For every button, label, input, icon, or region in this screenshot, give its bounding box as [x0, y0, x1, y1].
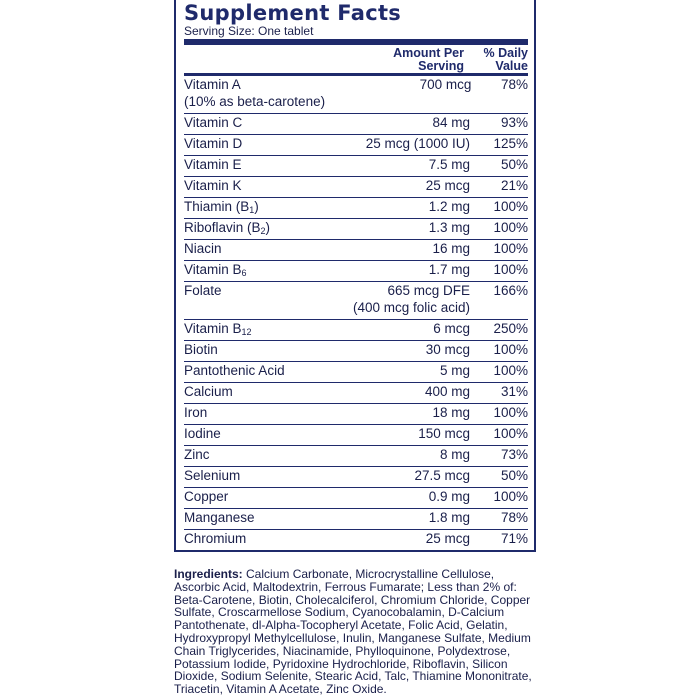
nutrient-daily-value: 50% — [500, 468, 528, 483]
nutrient-name: Zinc — [184, 447, 210, 462]
nutrient-name: Iodine — [184, 426, 221, 441]
nutrient-daily-value: 31% — [500, 384, 528, 399]
nutrient-daily-value: 78% — [500, 510, 528, 525]
nutrient-daily-value: 50% — [500, 157, 528, 172]
nutrient-row — [184, 383, 528, 404]
nutrient-row — [184, 76, 528, 114]
nutrient-row — [184, 177, 528, 198]
nutrient-amount: 400 mg — [424, 384, 470, 399]
daily-value-header: % Daily Value — [483, 46, 528, 73]
nutrient-row — [184, 114, 528, 135]
nutrient-name: Niacin — [184, 241, 222, 256]
nutrient-amount: 27.5 mcg — [414, 468, 470, 483]
nutrient-daily-value: 73% — [500, 447, 528, 462]
nutrient-row — [184, 509, 528, 530]
nutrient-row — [184, 198, 528, 219]
nutrient-row — [184, 320, 528, 341]
nutrient-amount: 700 mcg — [419, 77, 472, 92]
nutrient-amount: 1.8 mg — [428, 510, 470, 525]
nutrient-subscript: 2 — [260, 226, 266, 236]
nutrient-daily-value: 125% — [493, 136, 528, 151]
nutrient-daily-value: 100% — [493, 342, 528, 357]
nutrient-daily-value: 100% — [493, 405, 528, 420]
nutrient-amount: 84 mg — [432, 115, 470, 130]
nutrient-amount: 665 mcg DFE (400 mcg folic acid) — [320, 282, 470, 319]
nutrient-name: Folate — [184, 283, 222, 298]
nutrient-name: Vitamin A (10% as beta-carotene) — [184, 77, 326, 109]
nutrient-row — [184, 135, 528, 156]
nutrient-row — [184, 446, 528, 467]
panel-title: Supplement Facts — [184, 1, 402, 25]
nutrient-name: Chromium — [184, 531, 247, 546]
nutrient-amount: 16 mg — [432, 241, 470, 256]
nutrient-daily-value: 100% — [493, 220, 528, 235]
nutrient-amount: 25 mcg (1000 IU) — [365, 136, 470, 151]
nutrient-row — [184, 341, 528, 362]
nutrient-name: Calcium — [184, 384, 233, 399]
nutrient-name: Thiamin $(B_1)$ — [184, 199, 259, 215]
nutrient-amount: 1.2 mg — [428, 199, 470, 214]
column-headers — [184, 45, 528, 73]
nutrient-name: Vitamin E — [184, 157, 242, 172]
nutrient-row — [184, 261, 528, 282]
nutrient-amount: 150 mcg — [418, 426, 470, 441]
nutrient-name: Vitamin D — [184, 136, 243, 151]
ingredients-block — [174, 568, 536, 696]
nutrient-row — [184, 219, 528, 240]
supplement-facts-panel — [174, 0, 536, 552]
nutrient-daily-value: 21% — [500, 178, 528, 193]
nutrient-subscript: 1 — [249, 205, 255, 215]
nutrient-amount: 18 mg — [432, 405, 470, 420]
amount-note: (400 mcg folic acid) — [352, 300, 470, 315]
ingredients-text: Calcium Carbonate, Microcrystalline Cellulose, Ascorbic Acid, Maltodextrin, Ferrous Fumarate; Less than 2% of: Beta-Carotene, Biotin, Cholecalciferol, Chromium Chloride, Copper Sulfate, Croscarmellose Sodium, Cyanocobalamin, D-Calcium Pantothenate, dl-Alpha-Tocopheryl Acetate, Folic Acid, Gelatin, Hydroxypropyl Methylcellulose, Inulin, Manganese Sulfate, Medium Chain Triglycerides, Niacinamide, Phylloquinone, Polydextrose, Potassium Iodide, Pyridoxine Hydrochloride, Riboflavin, Silicon Dioxide, Sodium Selenite, Stearic Acid, Talc, Thiamine Mononitrate, Triacetin, Vitamin A Acetate, Zinc Oxide. — [174, 567, 532, 697]
nutrient-amount: 8 mg — [439, 447, 470, 462]
nutrient-table — [184, 76, 528, 551]
nutrient-row — [184, 530, 528, 551]
nutrient-row — [184, 156, 528, 177]
nutrient-amount: 25 mcg — [425, 178, 470, 193]
nutrient-amount: 7.5 mg — [428, 157, 470, 172]
serving-size: Serving Size: One tablet — [184, 24, 314, 38]
nutrient-name: Vitamin K — [184, 178, 242, 193]
nutrient-name: Pantothenic Acid — [184, 363, 285, 378]
nutrient-name: Vitamin C — [184, 115, 243, 130]
nutrient-amount: 5 mg — [439, 363, 470, 378]
nutrient-daily-value: 78% — [500, 77, 528, 92]
nutrient-daily-value: 100% — [493, 199, 528, 214]
nutrient-daily-value: 250% — [493, 321, 528, 336]
nutrient-row — [184, 488, 528, 509]
nutrient-amount: 25 mcg — [425, 531, 470, 546]
nutrient-name: Riboflavin $(B_2)$ — [184, 220, 271, 236]
ingredients-label: Ingredients: — [174, 567, 243, 581]
nutrient-row — [184, 240, 528, 261]
nutrient-amount: 6 mcg — [433, 321, 470, 336]
nutrient-note: (10% as beta-carotene) — [184, 94, 326, 109]
nutrient-daily-value: 100% — [493, 262, 528, 277]
nutrient-subscript: 12 — [241, 327, 252, 337]
nutrient-daily-value: 100% — [493, 363, 528, 378]
nutrient-amount: 1.3 mg — [428, 220, 470, 235]
nutrient-daily-value: 166% — [493, 283, 528, 298]
nutrient-name: Selenium — [184, 468, 241, 483]
nutrient-name: Manganese — [184, 510, 255, 525]
nutrient-row — [184, 404, 528, 425]
nutrient-name: Copper — [184, 489, 229, 504]
nutrient-amount: 1.7 mg — [428, 262, 470, 277]
nutrient-name: Vitamin $B_{12}$ — [184, 321, 252, 337]
nutrient-row — [184, 467, 528, 488]
nutrient-subscript: 6 — [241, 268, 247, 278]
nutrient-amount: 0.9 mg — [428, 489, 470, 504]
nutrient-amount: 30 mcg — [425, 342, 470, 357]
nutrient-daily-value: 100% — [493, 241, 528, 256]
nutrient-name: Vitamin $B_6$ — [184, 262, 247, 278]
nutrient-daily-value: 71% — [500, 531, 528, 546]
nutrient-daily-value: 100% — [493, 489, 528, 504]
nutrient-daily-value: 100% — [493, 426, 528, 441]
nutrient-name: Iron — [184, 405, 208, 420]
nutrient-daily-value: 93% — [500, 115, 528, 130]
nutrient-row — [184, 425, 528, 446]
nutrient-row — [184, 282, 528, 320]
amount-header: Amount Per Serving — [393, 46, 464, 73]
nutrient-row — [184, 362, 528, 383]
nutrient-name: Biotin — [184, 342, 218, 357]
